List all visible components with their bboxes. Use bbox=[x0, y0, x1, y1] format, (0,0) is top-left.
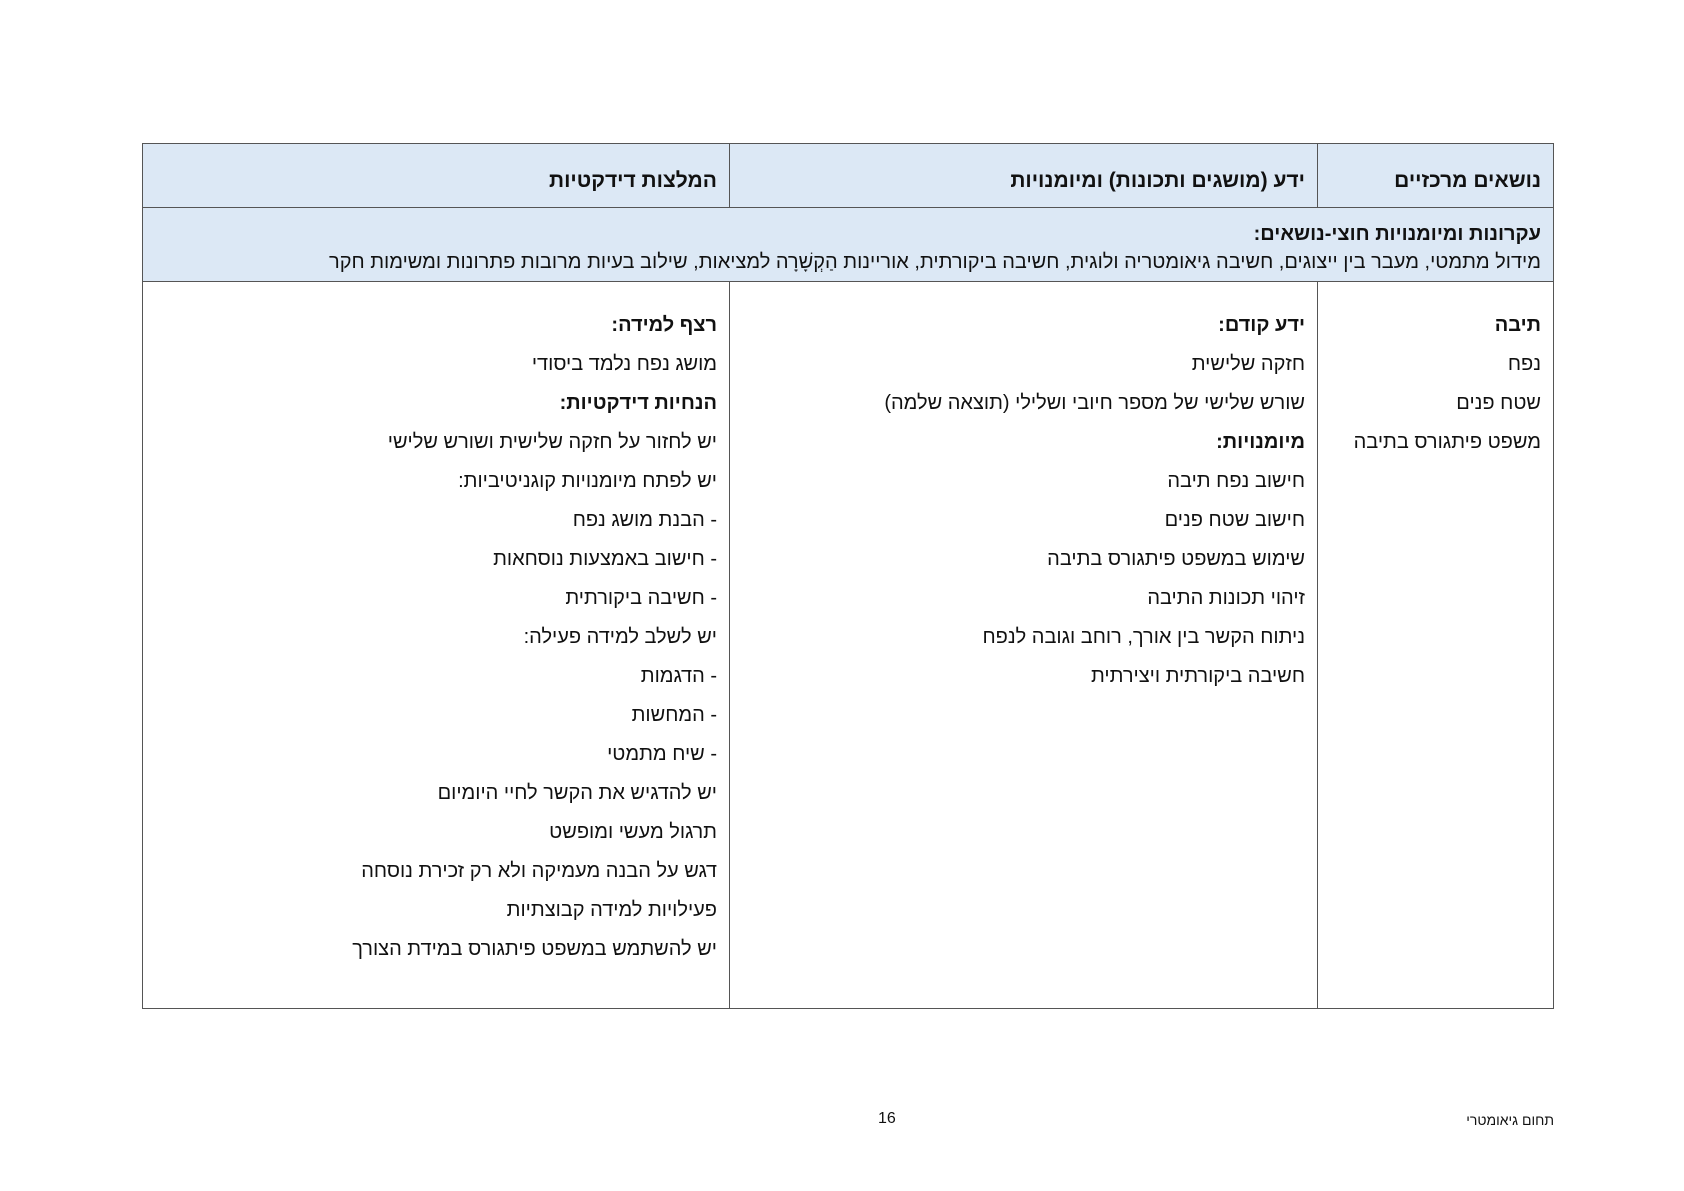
cross-topic-row bbox=[143, 208, 1553, 282]
knowledge-item: חשיבה ביקורתית ויצירתית bbox=[1091, 665, 1305, 687]
knowledge-item: ידע קודם: bbox=[1218, 314, 1305, 336]
topic-item: נפח bbox=[1507, 353, 1541, 375]
knowledge-item: חישוב שטח פנים bbox=[1164, 509, 1305, 531]
recommendation-item: יש לפתח מיומנויות קוגניטיביות: bbox=[458, 470, 717, 492]
knowledge-item: שימוש במשפט פיתגורס בתיבה bbox=[1047, 548, 1305, 570]
page-number: 16 bbox=[878, 1110, 896, 1127]
curriculum-table bbox=[142, 143, 1554, 1009]
cross-topic-title: עקרונות ומיומנויות חוצי-נושאים: bbox=[1253, 223, 1541, 245]
knowledge-item: זיהוי תכונות התיבה bbox=[1147, 587, 1305, 609]
recommendation-item: יש לשלב למידה פעילה: bbox=[523, 626, 717, 648]
recommendation-item: - המחשות bbox=[631, 704, 717, 726]
topic-item: שטח פנים bbox=[1456, 392, 1541, 414]
recommendation-item: - חישוב באמצעות נוסחאות bbox=[493, 548, 717, 570]
knowledge-item: מיומנויות: bbox=[1216, 431, 1305, 453]
recommendation-item: - הבנת מושג נפח bbox=[572, 509, 717, 531]
recommendation-item: - שיח מתמטי bbox=[607, 743, 717, 765]
content-row bbox=[143, 282, 1553, 1008]
recommendation-item: רצף למידה: bbox=[611, 314, 717, 336]
recommendations-cell bbox=[143, 282, 729, 1008]
recommendation-item: דגש על הבנה מעמיקה ולא רק זכירת נוסחה bbox=[361, 860, 717, 882]
recommendation-item: - חשיבה ביקורתית bbox=[565, 587, 717, 609]
topic-item: תיבה bbox=[1494, 314, 1541, 336]
recommendation-item: מושג נפח נלמד ביסודי bbox=[531, 353, 717, 375]
recommendation-item: יש להדגיש את הקשר לחיי היומיום bbox=[437, 782, 717, 804]
footer-section-label: תחום גיאומטרי bbox=[1466, 1112, 1554, 1128]
knowledge-cell bbox=[729, 282, 1317, 1008]
knowledge-item: ניתוח הקשר בין אורך, רוחב וגובה לנפח bbox=[982, 626, 1305, 648]
header-topics: נושאים מרכזיים bbox=[1317, 144, 1553, 207]
knowledge-item: חישוב נפח תיבה bbox=[1167, 470, 1305, 492]
recommendation-item: תרגול מעשי ומופשט bbox=[549, 821, 717, 843]
knowledge-item: חזקה שלישית bbox=[1191, 353, 1305, 375]
topic-item: משפט פיתגורס בתיבה bbox=[1353, 431, 1541, 453]
header-knowledge: ידע (מושגים ותכונות) ומיומנויות bbox=[729, 144, 1317, 207]
recommendation-item: יש להשתמש במשפט פיתגורס במידת הצורך bbox=[352, 938, 717, 960]
header-recommendations: המלצות דידקטיות bbox=[549, 168, 717, 192]
topics-cell bbox=[1317, 282, 1553, 1008]
knowledge-item: שורש שלישי של מספר חיובי ושלילי (תוצאה שלמה) bbox=[884, 392, 1305, 414]
recommendation-item: פעילויות למידה קבוצתיות bbox=[506, 899, 717, 921]
recommendation-item: הנחיות דידקטיות: bbox=[559, 392, 717, 414]
table-header-row bbox=[143, 144, 1553, 208]
cross-topic-text: מידול מתמטי, מעבר בין ייצוגים, חשיבה גיאומטריה ולוגית, חשיבה ביקורתית, אוריינות הַקְשָׁרָה למציאות, שילוב בעיות מרובות פתרונות ומשימות חקר bbox=[329, 251, 1541, 273]
recommendation-item: - הדגמות bbox=[640, 665, 717, 687]
recommendation-item: יש לחזור על חזקה שלישית ושורש שלישי bbox=[387, 431, 717, 453]
